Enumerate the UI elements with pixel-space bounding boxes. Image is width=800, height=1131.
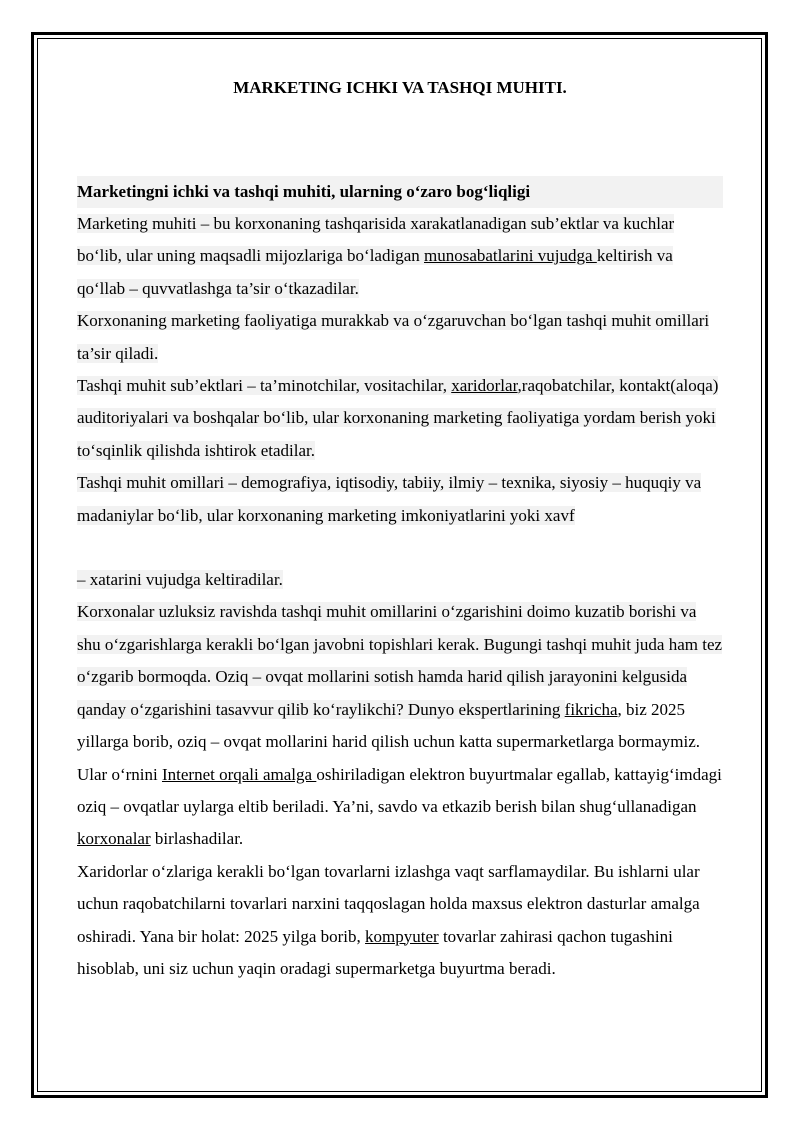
paragraph-text: oshiriladigan elektron buyurtmalar egallab, kattayig‘imdagi oziq – ovqatlar uylarga eltib beriladi. Ya’ni, savdo va etkazib berish bilan shug‘ullanadigan — [77, 764, 722, 816]
paragraph-continuation — [77, 564, 723, 596]
paragraph-external-factors — [77, 305, 723, 370]
document-body — [77, 78, 723, 985]
document-title: MARKETING ICHKI VA TASHQI MUHITI. — [233, 78, 567, 97]
blank-line — [77, 532, 723, 564]
paragraph-text: Tashqi muhit sub’ektlari – ta’minotchilar, vositachilar, — [77, 376, 452, 396]
paragraph-companies-monitoring — [77, 596, 723, 855]
paragraph-text: Tashqi muhit omillari – demografiya, iqtisodiy, tabiiy, ilmiy – texnika, siyosiy – huquqiy va madaniylar bo‘lib, ular korxonaning marketing imkoniyatlarini yoki xavf — [77, 473, 702, 525]
paragraph-text: Korxonaning marketing faoliyatiga murakkab va o‘zgaruvchan bo‘lgan tashqi muhit omillari ta’sir qiladi. — [77, 311, 710, 363]
paragraph-external-subjects — [77, 370, 723, 467]
paragraph-text: Marketing muhiti – bu korxonaning tashqarisida xarakatlanadigan sub’ektlar va kuchlar bo‘lib, ular uning maqsadli mijozlariga bo‘ladigan — [77, 214, 675, 266]
paragraph-text: keltirish va qo‘llab – quvvatlashga ta’sir o‘tkazadilar. — [77, 246, 673, 298]
link-kompyuter[interactable]: kompyuter — [365, 926, 439, 946]
link-fikricha[interactable]: fikricha — [564, 699, 618, 719]
paragraph-external-environment-factors — [77, 467, 723, 532]
paragraph-text: Xaridorlar o‘zlariga kerakli bo‘lgan tovarlarni izlashga vaqt sarflamaydilar. Bu ishlarni ular uchun raqobatchilarni tovarlari narxini taqqoslagan holda maxsus elektron dasturlar amalga oshiradi. Yana bir holat: 2025 yilga borib, — [77, 861, 700, 946]
paragraph-text: birlashadilar. — [150, 829, 244, 849]
paragraph-marketing-environment — [77, 208, 723, 305]
link-internet-orqali[interactable]: Internet orqali amalga — [161, 764, 317, 784]
paragraph-text: tovarlar zahirasi qachon tugashini hisoblab, uni siz uchun yaqin oradagi supermarketga buyurtma beradi. — [77, 926, 673, 978]
paragraph-text: – xatarini vujudga keltiradilar. — [77, 570, 283, 590]
link-munosabatlarini[interactable]: munosabatlarini vujudga — [424, 246, 597, 266]
paragraph-text: , biz 2025 yillarga borib, oziq – ovqat mollarini harid qilish uchun katta supermarketlarga bormaymiz. Ular o‘rnini — [77, 699, 701, 784]
paragraph-text: Korxonalar uzluksiz ravishda tashqi muhit omillarini o‘zgarishini doimo kuzatib borishi va shu o‘zgarishlarga kerakli bo‘lgan javobni topishlari kerak. Bugungi tashqi muhit juda ham tez o‘zgarib bormoqda. Oziq – ovqat mollarini sotish hamda harid qilish jarayonini kelgusida qanday o‘zgarishini tasavvur qilib ko‘raylikchi? Dunyo ekspertlarining — [77, 602, 723, 719]
section-heading: Marketingni ichki va tashqi muhiti, ularning o‘zaro bog‘liqligi — [77, 176, 723, 208]
paragraph-text: ,raqobatchilar, kontakt(aloqa) auditoriyalari va boshqalar bo‘lib, ular korxonaning marketing faoliyatiga yordam berish yoki to‘sqinlik qilishda ishtirok etadilar. — [77, 376, 719, 460]
paragraph-buyers — [77, 856, 723, 986]
link-xaridorlar[interactable]: xaridorlar — [451, 376, 518, 396]
link-korxonalar[interactable]: korxonalar — [77, 829, 151, 849]
